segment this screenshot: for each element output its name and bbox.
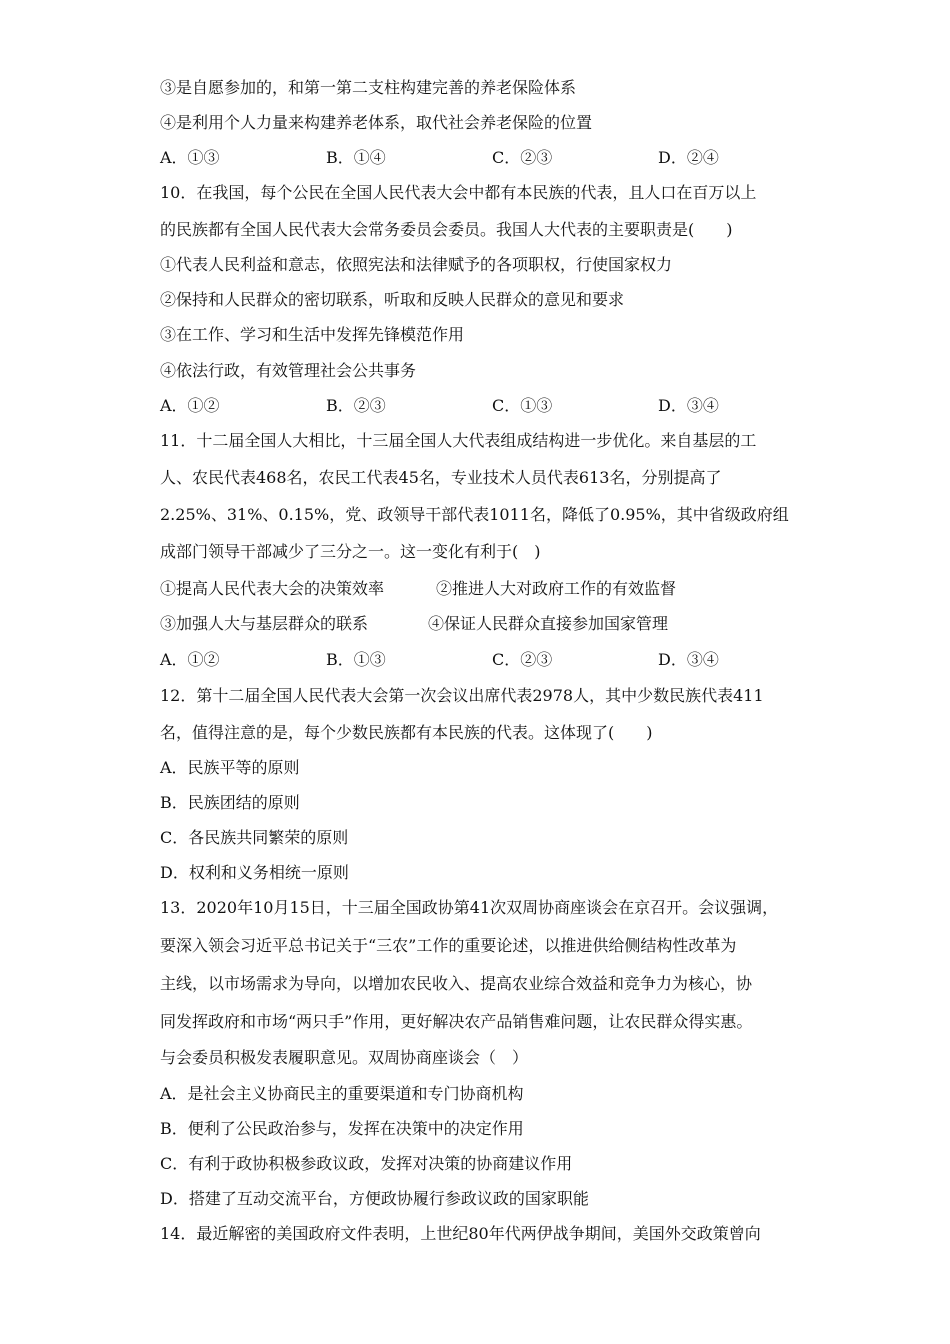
q10-stem-line-2: 的民族都有全国人民代表大会常务委员会委员。我国人大代表的主要职责是( ) [160, 220, 733, 239]
q9-option-a: A．①③ [160, 148, 220, 167]
q11-option-d: D．③④ [658, 650, 719, 669]
q12-option-d: D．权利和义务相统一原则 [160, 863, 349, 882]
q9-item-4: ④是利用个人力量来构建养老体系，取代社会养老保险的位置 [160, 113, 593, 132]
q10-option-d: D．③④ [658, 396, 719, 415]
q11-stem-line-1: 11．十二届全国人大相比，十三届全国人大代表组成结构进一步优化。来自基层的工 [160, 431, 757, 450]
q13-stem-line-3: 主线，以市场需求为导向，以增加农民收入、提高农业综合效益和竞争力为核心，协 [160, 974, 753, 993]
q12-stem-line-1: 12．第十二届全国人民代表大会第一次会议出席代表2978人，其中少数民族代表411 [160, 686, 764, 705]
q13-stem-line-5: 与会委员积极发表履职意见。双周协商座谈会（ ） [160, 1048, 529, 1067]
q11-stem-line-3: 2.25%、31%、0.15%，党、政领导干部代表1011名，降低了0.95%，其中省级政府组 [160, 505, 789, 524]
q9-options [160, 148, 800, 168]
q12-option-b: B．民族团结的原则 [160, 793, 300, 812]
q10-option-a: A．①② [160, 396, 220, 415]
q13-stem-line-1: 13．2020年10月15日，十三届全国政协第41次双周协商座谈会在京召开。会议强调， [160, 898, 779, 917]
q13-option-c: C．有利于政协积极参政议政，发挥对决策的协商建议作用 [160, 1154, 573, 1173]
q10-option-c: C．①③ [492, 396, 553, 415]
q9-option-b: B．①④ [326, 148, 386, 167]
q14-stem-line-1: 14．最近解密的美国政府文件表明，上世纪80年代两伊战争期间，美国外交政策曾向 [160, 1224, 761, 1243]
q11-option-c: C．②③ [492, 650, 553, 669]
q12-option-c: C．各民族共同繁荣的原则 [160, 828, 349, 847]
q10-option-b: B．②③ [326, 396, 386, 415]
q13-stem-line-4: 同发挥政府和市场“两只手”作用，更好解决农产品销售难问题，让农民群众得实惠。 [160, 1012, 753, 1031]
q13-option-d: D．搭建了互动交流平台，方便政协履行参政议政的国家职能 [160, 1189, 589, 1208]
q11-option-a: A．①② [160, 650, 220, 669]
q11-stem-line-4: 成部门领导干部减少了三分之一。这一变化有利于( ) [160, 542, 541, 561]
q10-item-3: ③在工作、学习和生活中发挥先锋模范作用 [160, 325, 465, 344]
q12-option-a: A．民族平等的原则 [160, 758, 300, 777]
q12-stem-line-2: 名，值得注意的是，每个少数民族都有本民族的代表。这体现了( ) [160, 723, 653, 742]
q11-item-4: ④保证人民群众直接参加国家管理 [428, 614, 669, 633]
q11-items-row-2 [160, 614, 800, 634]
q13-option-b: B．便利了公民政治参与，发挥在决策中的决定作用 [160, 1119, 524, 1138]
q10-item-2: ②保持和人民群众的密切联系，听取和反映人民群众的意见和要求 [160, 290, 625, 309]
q11-stem-line-2: 人、农民代表468名，农民工代表45名，专业技术人员代表613名，分别提高了 [160, 468, 722, 487]
q10-item-1: ①代表人民利益和意志，依照宪法和法律赋予的各项职权，行使国家权力 [160, 255, 673, 274]
q11-option-b: B．①③ [326, 650, 386, 669]
q10-stem-line-1: 10．在我国，每个公民在全国人民代表大会中都有本民族的代表，且人口在百万以上 [160, 183, 757, 202]
q10-item-4: ④依法行政，有效管理社会公共事务 [160, 361, 417, 380]
q13-stem-line-2: 要深入领会习近平总书记关于“三农”工作的重要论述，以推进供给侧结构性改革为 [160, 936, 737, 955]
q11-options [160, 650, 800, 670]
q9-item-3: ③是自愿参加的，和第一第二支柱构建完善的养老保险体系 [160, 78, 577, 97]
q13-option-a: A．是社会主义协商民主的重要渠道和专门协商机构 [160, 1084, 524, 1103]
q11-item-3: ③加强人大与基层群众的联系 [160, 614, 369, 633]
q9-option-d: D．②④ [658, 148, 719, 167]
q11-item-1: ①提高人民代表大会的决策效率 [160, 579, 385, 598]
q10-options [160, 396, 800, 416]
q9-option-c: C．②③ [492, 148, 553, 167]
q11-item-2: ②推进人大对政府工作的有效监督 [436, 579, 677, 598]
q11-items-row-1 [160, 579, 800, 599]
